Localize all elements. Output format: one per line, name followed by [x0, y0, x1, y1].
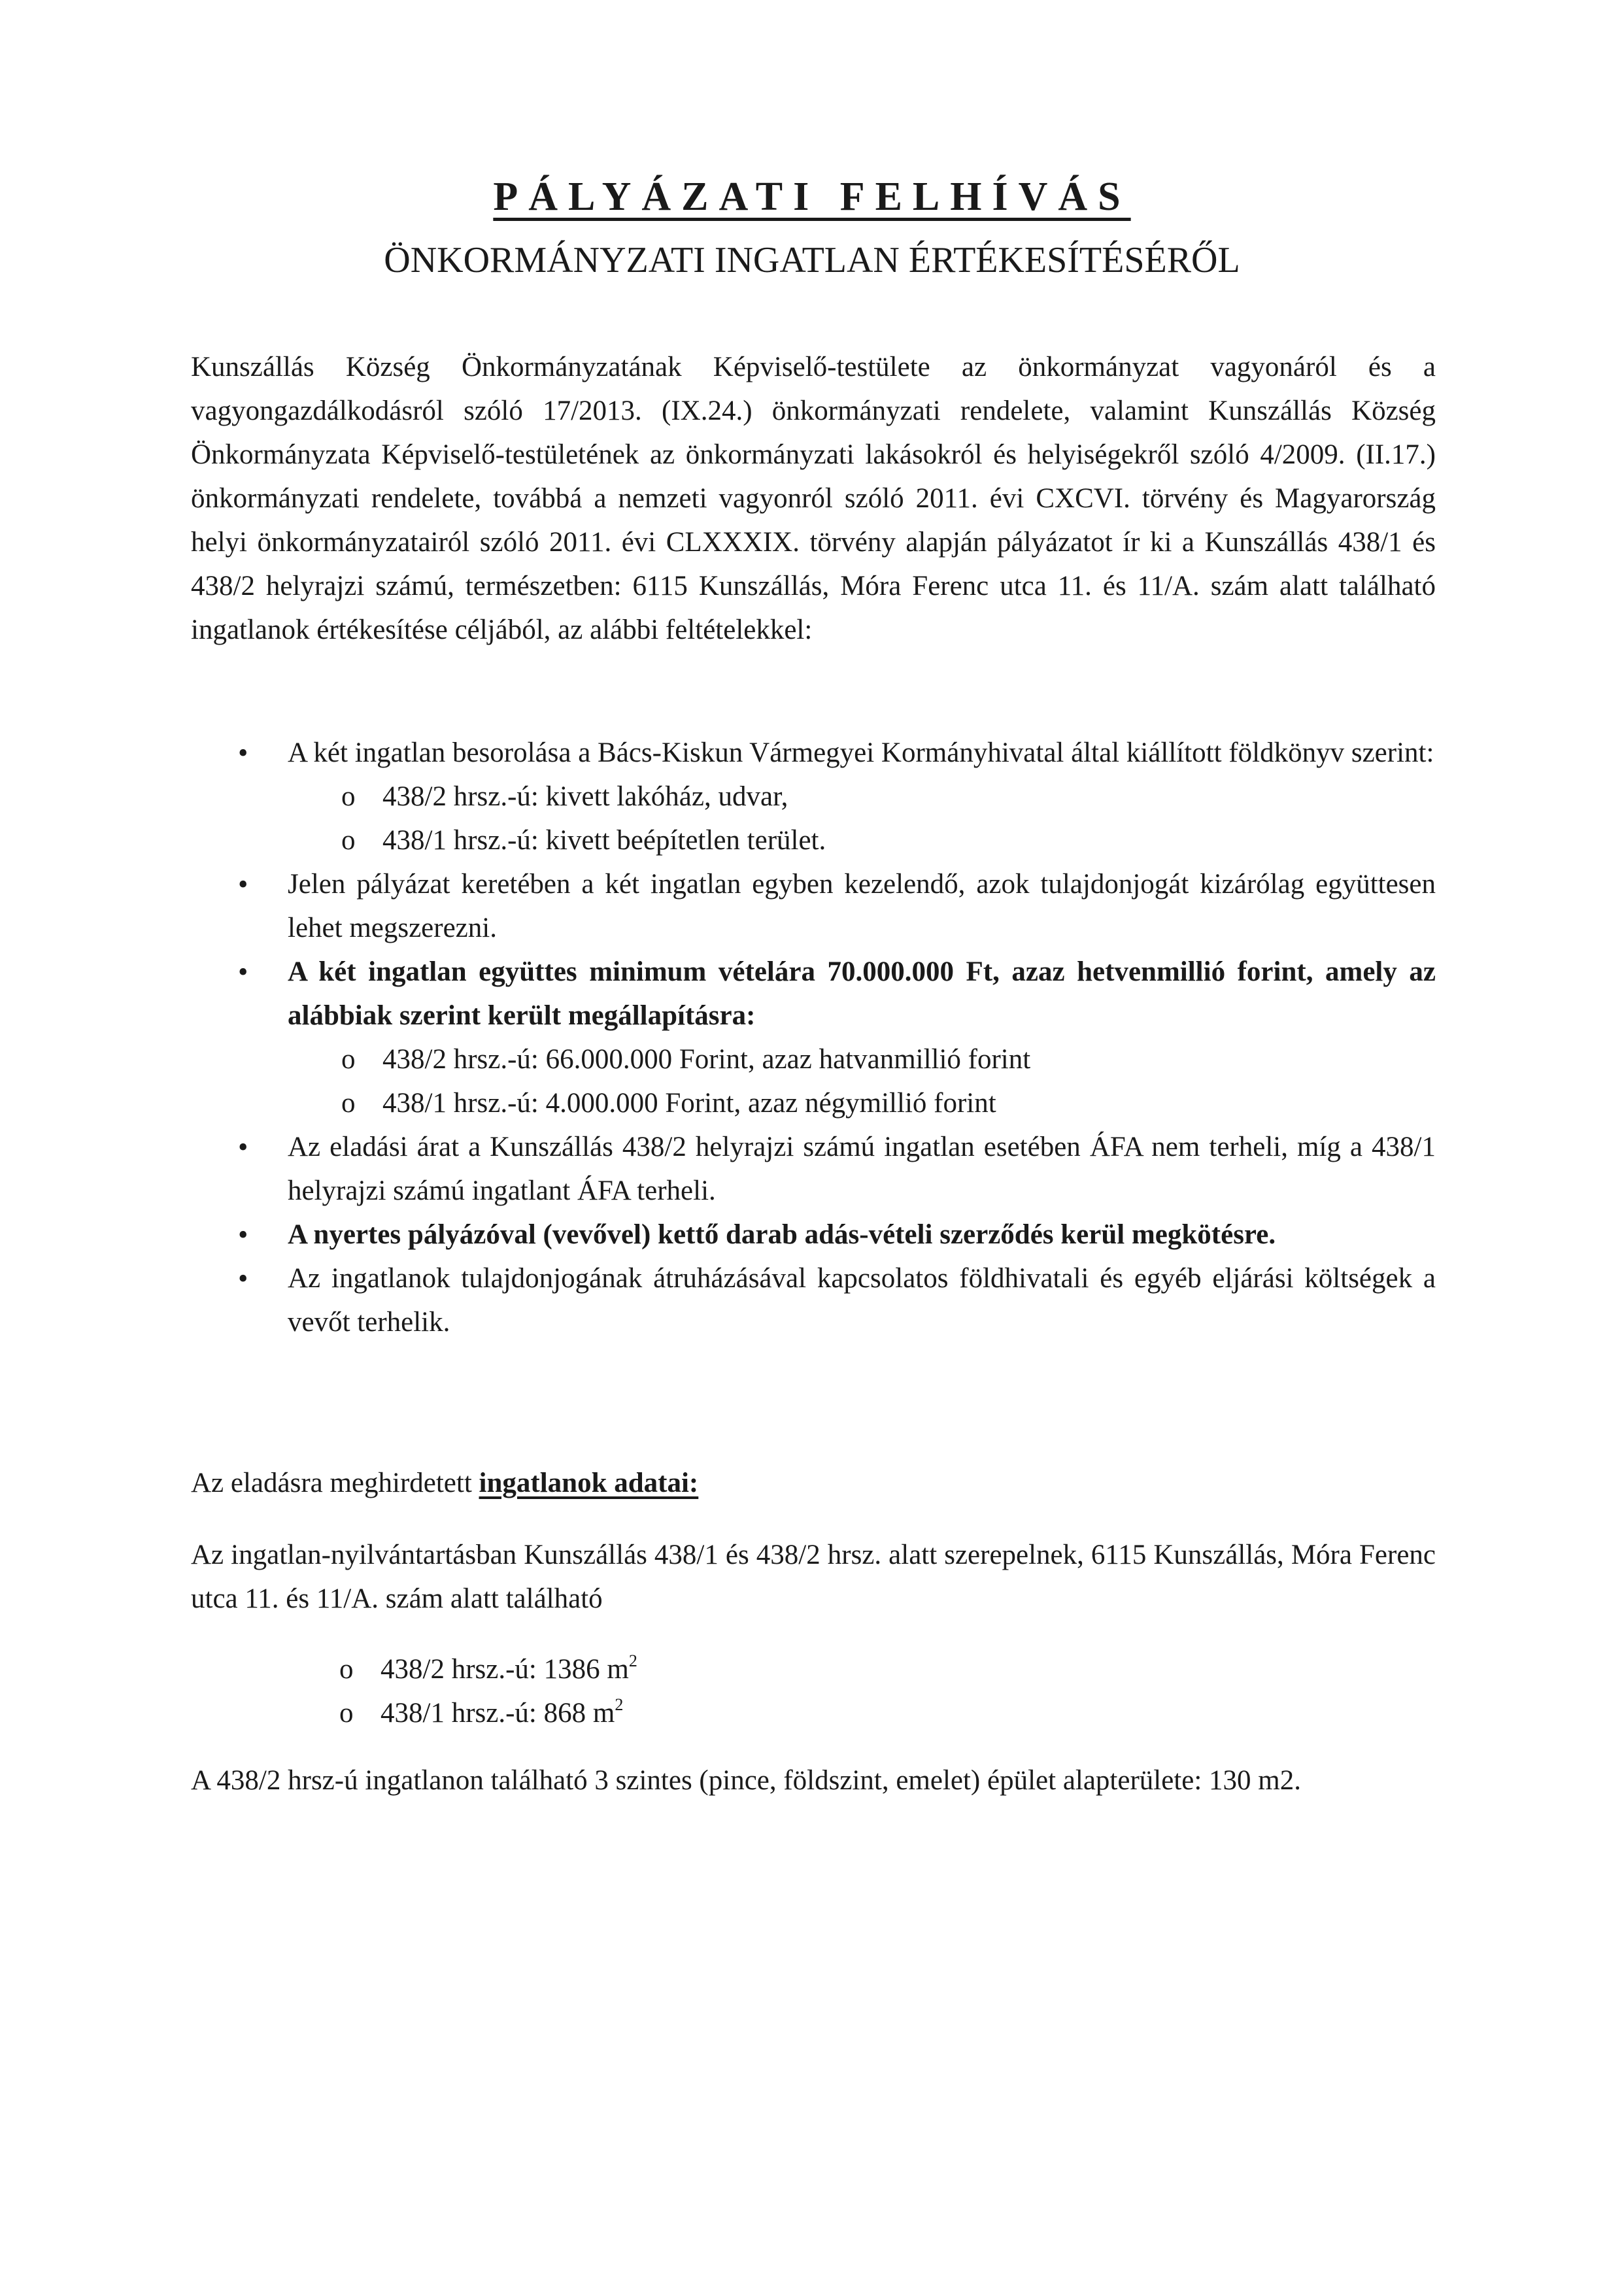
condition-text: Jelen pályázat keretében a két ingatlan egyben kezelendő, azok tulajdonjogát kizárólag együttesen lehet megszerezni.: [288, 869, 1436, 943]
condition-text: A két ingatlan besorolása a Bács-Kiskun Vármegyei Kormányhivatal által kiállított földkönyv szerint:: [288, 737, 1434, 768]
sub-list-item: o 438/2 hrsz.-ú: 66.000.000 Forint, azaz hatvanmillió forint: [288, 1037, 1436, 1081]
list-item: [191, 1257, 1436, 1344]
building-paragraph: A 438/2 hrsz-ú ingatlanon található 3 szintes (pince, földszint, emelet) épület alapterülete: 130 m2.: [191, 1765, 1301, 1796]
conditions-list: [191, 731, 1436, 1344]
list-item: [191, 1647, 637, 1691]
intro-paragraph: Kunszállás Község Önkormányzatának Képviselő-testülete az önkormányzat vagyonáról és a vagyongazdálkodásról szóló 17/2013. (IX.24.) önkormányzati rendelete, valamint Kunszállás Község Önkormányzata Képviselő-testületének az önkormányzati lakásokról és helyiségekről szóló 4/2009. (II.17.) önkormányzati rendelete, továbbá a nemzeti vagyonról szóló 2011. évi CXCVI. törvény és Magyarország helyi önkormányzatairól szóló 2011. évi CLXXXIX. törvény alapján pályázatot ír ki a Kunszállás 438/1 és 438/2 helyrajzi számú, természetben: 6115 Kunszállás, Móra Ferenc utca 11. és 11/A. szám alatt található ingatlanok értékesítése céljából, az alábbi feltételekkel:: [191, 352, 1436, 645]
list-item: [191, 1213, 1436, 1257]
area-unit-exponent: 2: [615, 1695, 624, 1714]
contract-text: A nyertes pályázóval (vevővel) kettő darab adás-vételi szerződés kerül megkötésre.: [288, 1219, 1276, 1250]
sub-list-item: o 438/1 hrsz.-ú: kivett beépítetlen terület.: [288, 818, 1436, 862]
document-subtitle: ÖNKORMÁNYZATI INGATLAN ÉRTÉKESÍTÉSÉRŐL: [384, 240, 1240, 280]
sub-list: [288, 775, 1436, 862]
condition-text: Az ingatlanok tulajdonjogának átruházásával kapcsolatos földhivatali és egyéb eljárási költségek a vevőt terhelik.: [288, 1263, 1436, 1338]
condition-text: Az eladási árat a Kunszállás 438/2 helyrajzi számú ingatlan esetében ÁFA nem terheli, míg a 438/1 helyrajzi számú ingatlant ÁFA terheli.: [288, 1132, 1436, 1206]
area-label: 438/1 hrsz.-ú: 868 m: [381, 1698, 615, 1729]
properties-paragraph: Az ingatlan-nyilvántartásban Kunszállás 438/1 és 438/2 hrsz. alatt szerepelnek, 6115 Kunszállás, Móra Ferenc utca 11. és 11/A. szám alatt található: [191, 1540, 1436, 1614]
properties-heading-prefix: Az eladásra meghirdetett: [191, 1468, 479, 1498]
area-label: 438/2 hrsz.-ú: 1386 m: [381, 1654, 629, 1685]
area-unit-exponent: 2: [628, 1651, 637, 1670]
sub-list: [288, 1037, 1436, 1125]
sub-list-item: o 438/2 hrsz.-ú: kivett lakóház, udvar,: [288, 775, 1436, 818]
list-item: [191, 1125, 1436, 1213]
list-item: [191, 1691, 637, 1735]
list-item: [191, 862, 1436, 950]
sub-list-item: o 438/1 hrsz.-ú: 4.000.000 Forint, azaz négymillió forint: [288, 1081, 1436, 1125]
document-title: PÁLYÁZATI FELHÍVÁS: [493, 175, 1131, 219]
area-list: [191, 1647, 637, 1735]
minimum-price-text: A két ingatlan együttes minimum vételára 70.000.000 Ft, azaz hetvenmillió forint, amely az alábbiak szerint került megállapításra:: [288, 956, 1436, 1031]
properties-heading: [191, 1461, 1436, 1505]
list-item: [191, 950, 1436, 1125]
list-item: [191, 731, 1436, 862]
properties-heading-underlined: ingatlanok adatai:: [479, 1468, 699, 1498]
